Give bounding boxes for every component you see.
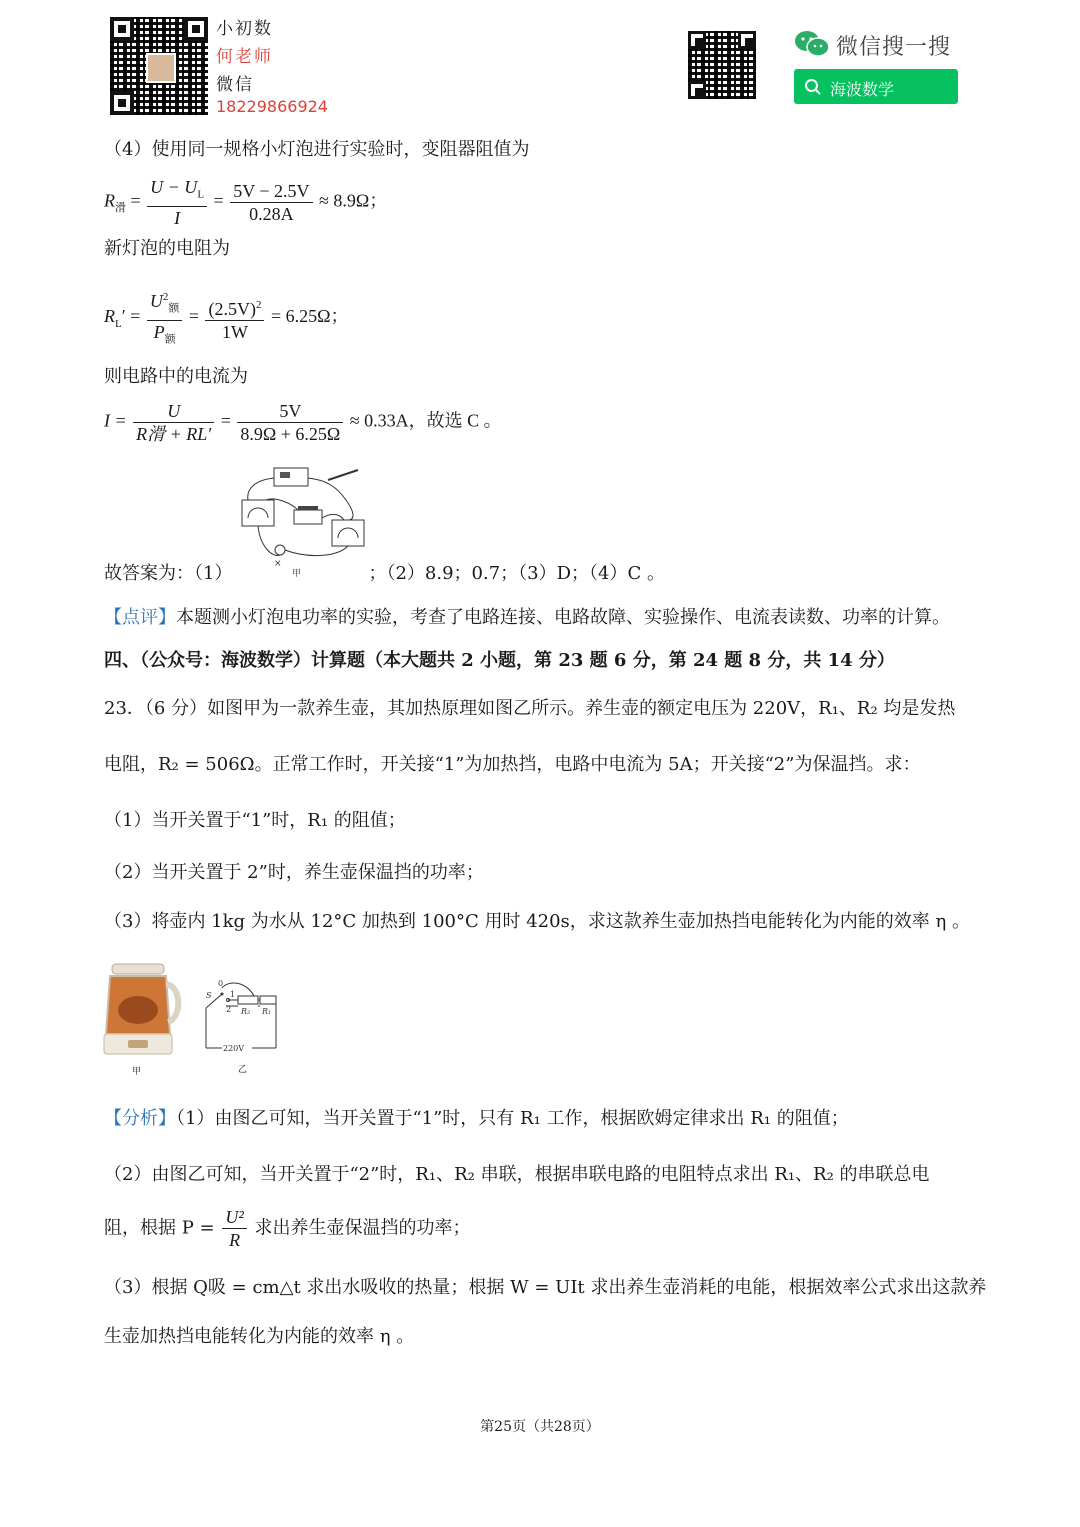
question-23-sub-1: （1）当开关置于“1”时，R₁ 的阻值；: [104, 810, 406, 831]
qr-code-right: [688, 31, 756, 99]
circuit-label-s: S: [206, 991, 212, 1000]
circuit-label-voltage: 220V: [223, 1044, 245, 1053]
circuit-label-r1: R₁: [262, 1007, 272, 1016]
analysis-line-3b: 生壶加热挡电能转化为内能的效率 η 。: [104, 1326, 415, 1347]
circuit-label-r2: R₂: [241, 1007, 251, 1016]
question-23-line-2: 电阻，R₂ = 506Ω。正常工作时，开关接“1”为加热挡，电路中电流为 5A；开关接“2”为保温挡。求：: [104, 754, 921, 775]
circuit-label-0: 0: [218, 979, 224, 988]
phone-number: 18229866924: [216, 97, 328, 116]
qr-code-left: [110, 17, 208, 115]
brand-line-2: 何老师: [216, 47, 273, 67]
wechat-icon: [794, 30, 830, 58]
analysis-line-2b: 阻，根据 P = $\frac{\text{U²}}{R}$ 求出养生壶保温挡的功率；: [104, 1207, 471, 1250]
search-button[interactable]: [794, 69, 958, 104]
section-title: 四、（公众号：海波数学）计算题（本大题共 2 小题，第 23 题 6 分，第 24 题 8 分，共 14 分）: [104, 650, 895, 671]
question-23-sub-2: （2）当开关置于 2”时，养生壶保温挡的功率；: [104, 862, 484, 883]
text-line: 则电路中的电流为: [104, 366, 248, 387]
text-line: 新灯泡的电阻为: [104, 238, 230, 259]
search-icon: [804, 78, 822, 96]
circuit-label-2: 2: [226, 1005, 232, 1014]
search-button-label: 海波数学: [830, 80, 895, 99]
analysis-line-1: 【分析】（1）由图乙可知，当开关置于“1”时，只有 R₁ 工作，根据欧姆定律求出 R₁ 的阻值；: [104, 1108, 849, 1129]
search-title: 微信搜一搜: [836, 35, 952, 60]
analysis-line-2a: （2）由图乙可知，当开关置于“2”时，R₁、R₂ 串联，根据串联电路的电阻特点求出 R₁、R₂ 的串联总电: [104, 1164, 930, 1185]
avatar: [146, 53, 176, 83]
brand-line-1: 小初数: [216, 19, 273, 39]
figure-label-jia: 甲: [132, 1067, 142, 1077]
kettle-image: [100, 962, 184, 1058]
question-23-line-1: 23．（6 分）如图甲为一款养生壶，其加热原理如图乙所示。养生壶的额定电压为 220V，R₁、R₂ 均是发热: [104, 698, 956, 719]
svg-text:×: ×: [274, 559, 282, 569]
comment-tag: 【点评】: [104, 607, 176, 628]
formula-rheostat: $R_滑$ = $\frac{U - U_L}{I}$ = $\frac{5V - 2.5V}{0.28A}$ ≈ 8.9Ω；: [104, 177, 388, 228]
text-line: （4）使用同一规格小灯泡进行实验时，变阻器阻值为: [104, 139, 530, 160]
page-number: 第25页（共28页）: [480, 1419, 600, 1435]
analysis-tag: 【分析】: [104, 1108, 176, 1129]
heating-circuit-diagram: [192, 976, 288, 1056]
circuit-caption: 甲: [292, 569, 302, 579]
figure-label-yi: 乙: [238, 1065, 248, 1075]
answer-line: 故答案为：（1） ；（2）8.9；0.7；（3）D；（4）C 。: [104, 563, 665, 584]
circuit-label-1: 1: [230, 990, 236, 999]
formula-current: I = $\frac{U}{\text{R滑 + RL′}}$ = $\frac{5V}{8.9\Omega + 6.25\Omega}$ ≈ 0.33A，故选 C 。: [104, 401, 502, 444]
analysis-line-3a: （3）根据 Q吸 = cm△t 求出水吸收的热量；根据 W = UIt 求出养生壶消耗的电能，根据效率公式求出这款养: [104, 1277, 987, 1298]
formula-new-bulb: $R_L'$ = $\frac{U^2_额}{P_额}$ = $\frac{(2.5V)^2}{1W}$ = 6.25Ω；: [104, 286, 349, 338]
comment-line: 【点评】本题测小灯泡电功率的实验，考查了电路连接、电路故障、实验操作、电流表读数、功率的计算。: [104, 607, 950, 628]
question-23-sub-3: （3）将壶内 1kg 为水从 12°C 加热到 100°C 用时 420s，求这款养生壶加热挡电能转化为内能的效率 η 。: [104, 911, 971, 932]
brand-line-3: 微信: [216, 75, 254, 95]
